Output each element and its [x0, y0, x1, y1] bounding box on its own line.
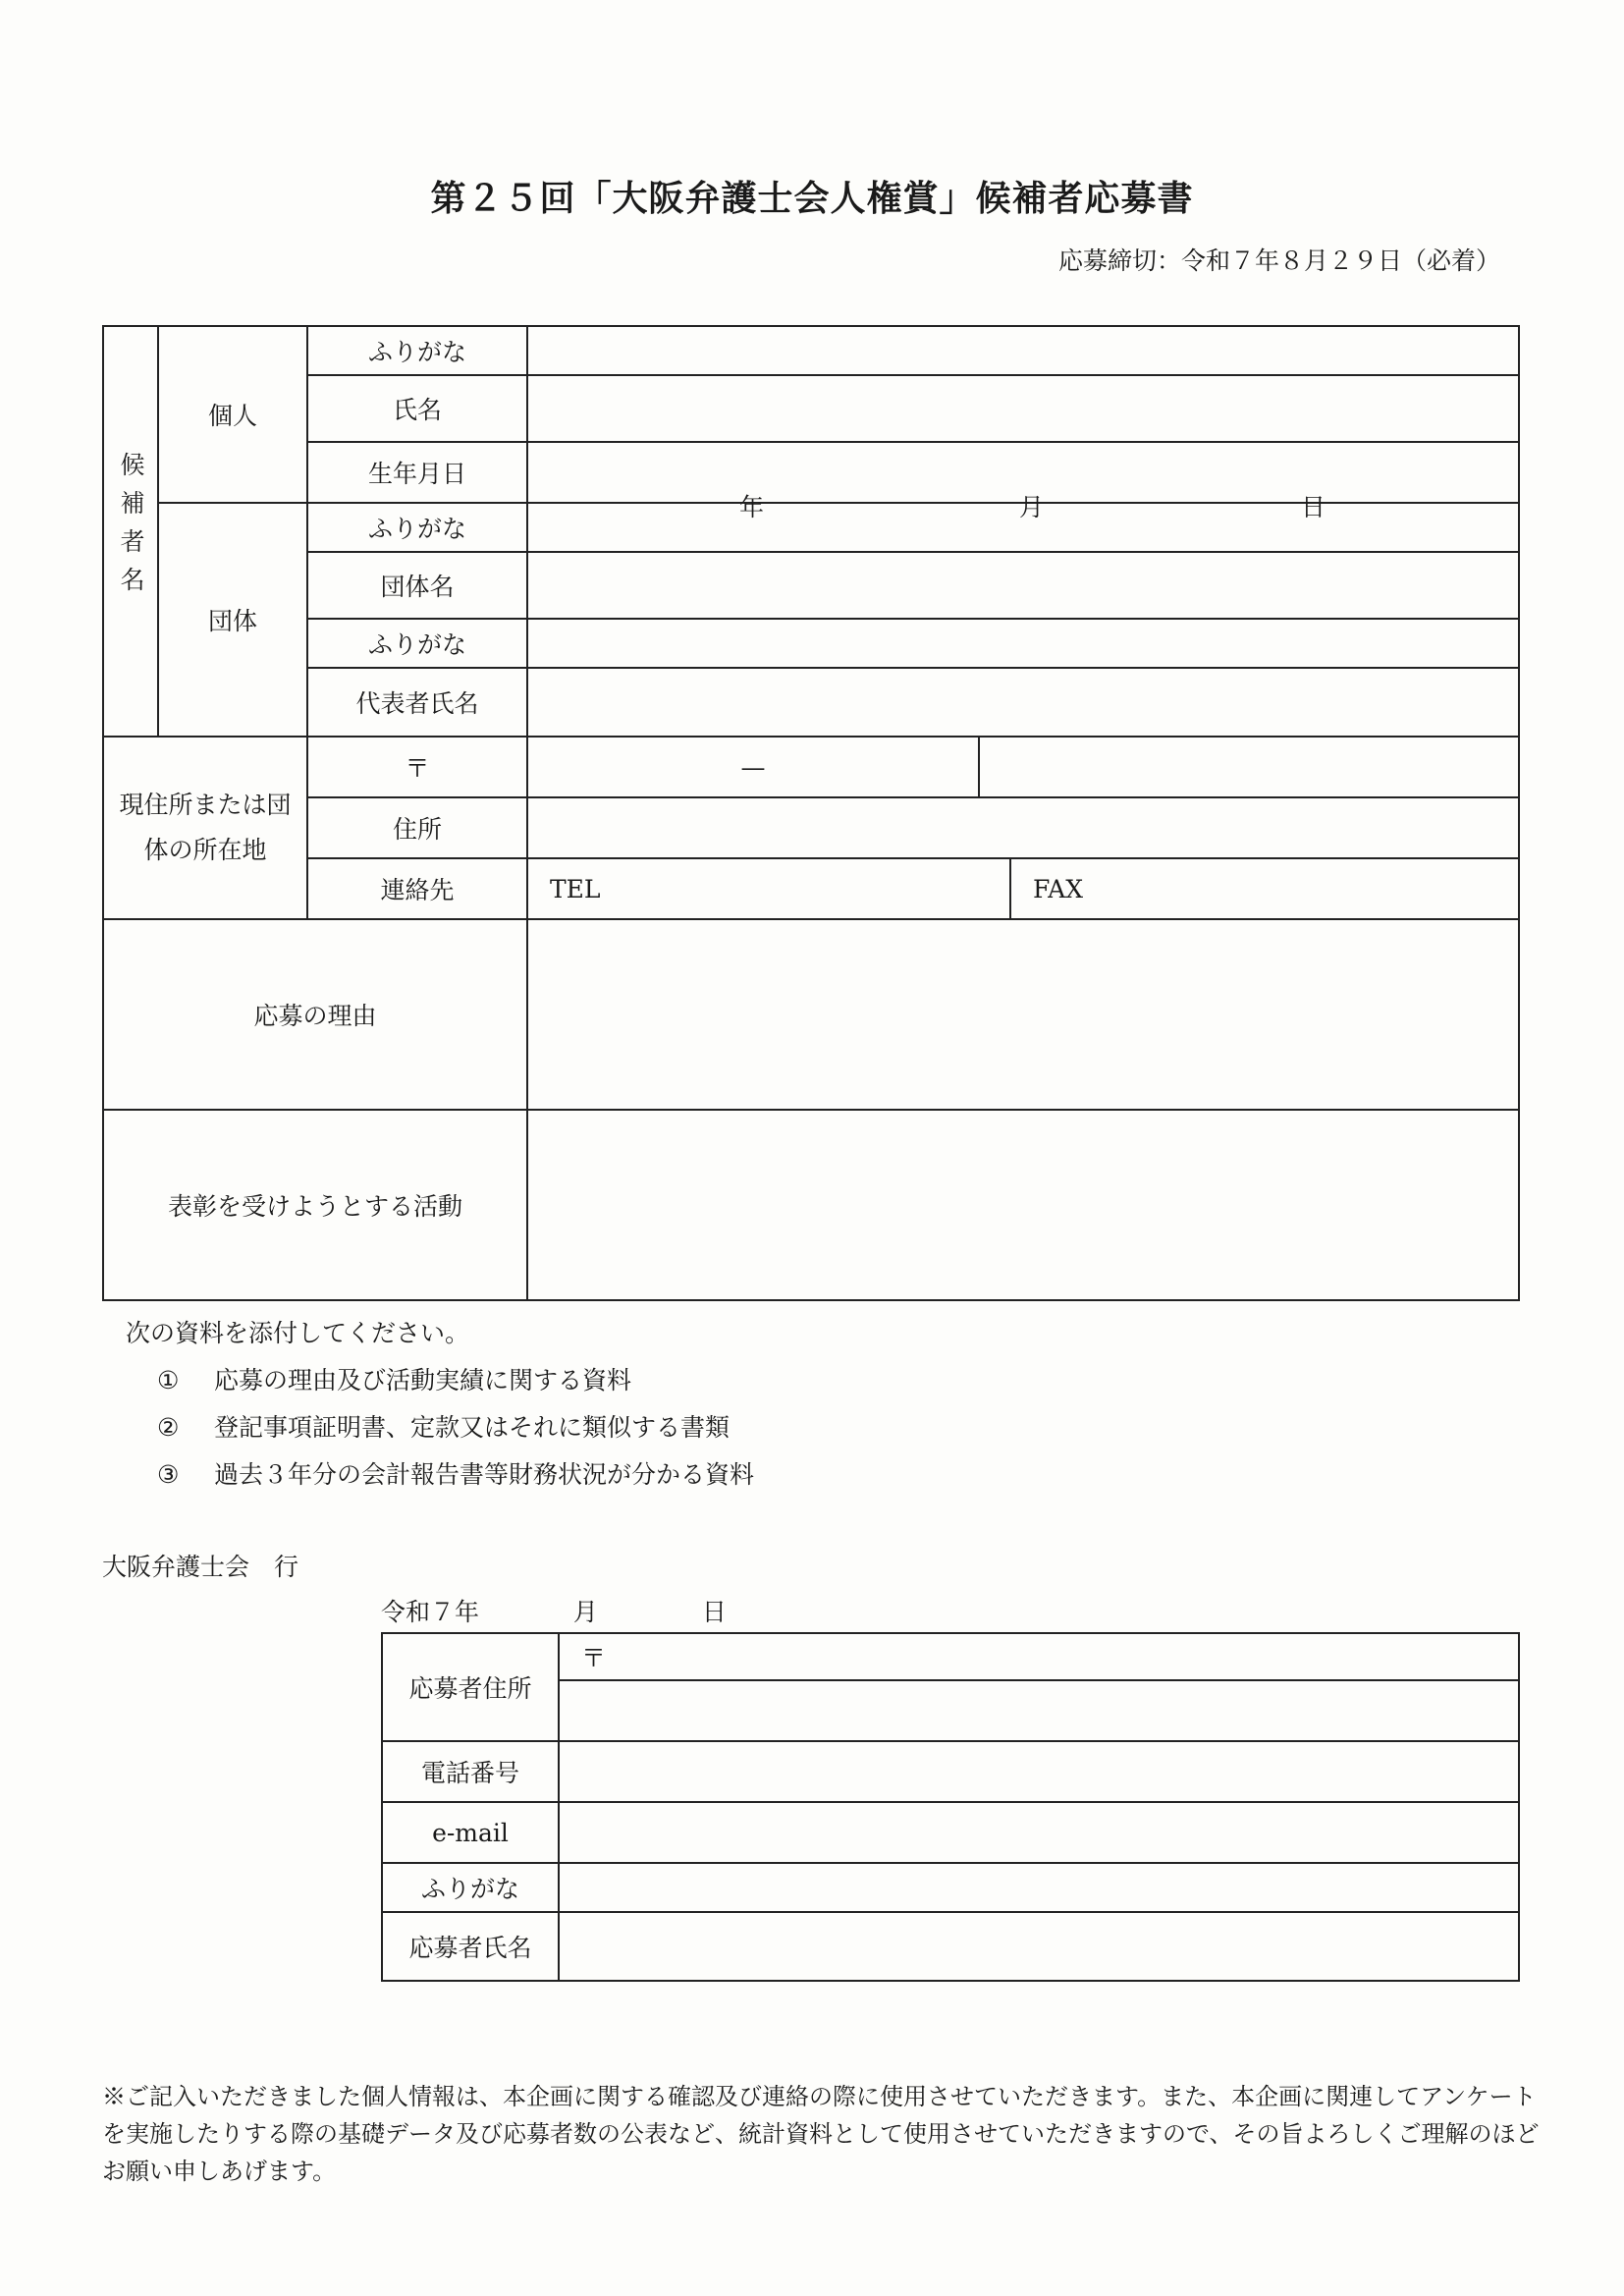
applicant-name-label: 応募者氏名	[382, 1912, 559, 1981]
applicant-address-field[interactable]	[559, 1680, 1519, 1741]
activity-field[interactable]	[527, 1110, 1519, 1300]
postal-code-field[interactable]: —	[527, 737, 979, 797]
candidate-form-table	[102, 325, 1520, 1301]
applicant-name-field[interactable]	[559, 1912, 1519, 1981]
group-name-label: 団体名	[307, 552, 527, 619]
individual-label: 個人	[158, 326, 307, 503]
applicant-email-label: e-mail	[382, 1802, 559, 1863]
applicant-phone-field[interactable]	[559, 1741, 1519, 1802]
representative-name-label: 代表者氏名	[307, 668, 527, 737]
applicant-table	[381, 1632, 1520, 1982]
attachments-intro: 次の資料を添付してください。	[126, 1319, 470, 1347]
applicant-address-label: 応募者住所	[382, 1633, 559, 1741]
applicant-furigana-label: ふりがな	[382, 1863, 559, 1912]
reason-field[interactable]	[527, 919, 1519, 1110]
applicant-furigana-field[interactable]	[559, 1863, 1519, 1912]
group-name-field[interactable]	[527, 552, 1519, 619]
page-title: 第２５回「大阪弁護士会人権賞」候補者応募書	[430, 178, 1194, 219]
individual-name-label: 氏名	[307, 375, 527, 442]
applicant-email-field[interactable]	[559, 1802, 1519, 1863]
individual-name-field[interactable]	[527, 375, 1519, 442]
birth-month-label: 月	[1019, 493, 1045, 521]
individual-furigana-label: ふりがな	[307, 326, 527, 375]
deadline-text: 応募締切：令和７年８月２９日（必着）	[1057, 246, 1500, 275]
postal-mark-label: 〒	[307, 737, 527, 797]
address-section-label: 現住所または団体の所在地	[103, 737, 307, 919]
representative-name-field[interactable]	[527, 668, 1519, 737]
attachment-item: ① 応募の理由及び活動実績に関する資料	[157, 1366, 632, 1394]
birthdate-field[interactable]	[527, 442, 1519, 521]
attachments-section	[126, 1310, 754, 1499]
address-field[interactable]	[527, 797, 1519, 858]
attachment-item: ③ 過去３年分の会計報告書等財務状況が分かる資料	[157, 1460, 755, 1489]
birth-year-label: 年	[739, 493, 765, 521]
birth-day-label: 日	[1301, 493, 1326, 521]
submission-date: 令和７年 月 日	[381, 1598, 727, 1626]
group-label: 団体	[158, 503, 307, 737]
activity-label: 表彰を受けようとする活動	[103, 1110, 527, 1300]
address-label: 住所	[307, 797, 527, 858]
birthdate-label: 生年月日	[307, 442, 527, 503]
candidate-name-label: 候補者名	[117, 452, 145, 605]
applicant-postal-field[interactable]: 〒	[559, 1633, 1519, 1680]
representative-furigana-label: ふりがな	[307, 619, 527, 668]
group-furigana-label: ふりがな	[307, 503, 527, 552]
attachment-item: ② 登記事項証明書、定款又はそれに類似する書類	[157, 1413, 731, 1442]
privacy-note: ※ご記入いただきました個人情報は、本企画に関する確認及び連絡の際に使用させていただきます。また、本企画に関連してアンケートを実施したりする際の基礎データ及び応募者数の公表など、統計資料として使用させていただきますので、その旨よろしくご理解のほどお願い申しあげます。	[102, 2083, 1540, 2185]
representative-furigana-field[interactable]	[527, 619, 1519, 668]
addressee: 大阪弁護士会 行	[102, 1553, 299, 1581]
individual-furigana-field[interactable]	[527, 326, 1519, 375]
fax-field[interactable]: FAX	[1010, 858, 1519, 919]
postal-extra-field[interactable]	[979, 737, 1519, 797]
candidate-name-label-cell	[103, 326, 158, 737]
tel-field[interactable]: TEL	[527, 858, 1010, 919]
applicant-phone-label: 電話番号	[382, 1741, 559, 1802]
contact-label: 連絡先	[307, 858, 527, 919]
reason-label: 応募の理由	[103, 919, 527, 1110]
